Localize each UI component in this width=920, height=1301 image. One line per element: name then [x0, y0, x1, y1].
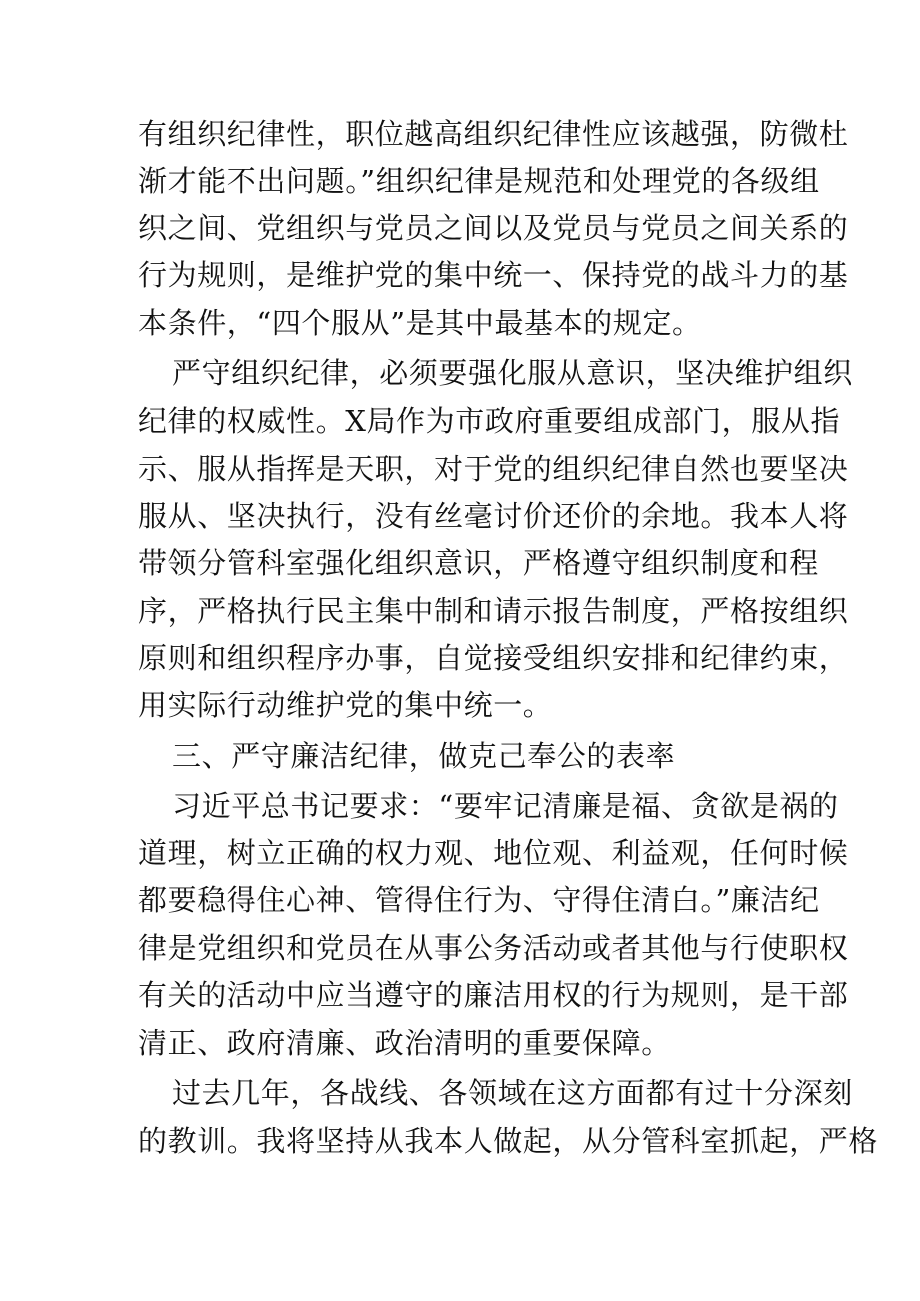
text-line: 带领分管科室强化组织意识，严格遵守组织制度和程	[138, 546, 819, 580]
text-line: 本条件，“四个服从”是其中最基本的规定。	[138, 306, 702, 340]
text-line: 纪律的权威性。X局作为市政府重要组成部门，服从指	[138, 404, 841, 438]
text-line: 都要稳得住心神、管得住行为、守得住清白。”廉洁纪	[138, 883, 820, 917]
text-line: 服从、坚决执行，没有丝毫讨价还价的余地。我本人将	[138, 499, 849, 533]
paragraph-start-line: 严守组织纪律，必须要强化服从意识，坚决维护组织	[172, 356, 853, 390]
paragraph-start-line: 过去几年，各战线、各领域在这方面都有过十分深刻	[172, 1076, 853, 1110]
text-line: 序，严格执行民主集中制和请示报告制度，严格按组织	[138, 594, 849, 628]
text-line: 渐才能不出问题。”组织纪律是规范和处理党的各级组	[138, 164, 820, 198]
text-line: 有组织纪律性，职位越高组织纪律性应该越强，防微杜	[138, 117, 849, 151]
text-line: 用实际行动维护党的集中统一。	[138, 688, 553, 722]
text-line: 织之间、党组织与党员之间以及党员与党员之间关系的	[138, 211, 849, 245]
text-line: 行为规则，是维护党的集中统一、保持党的战斗力的基	[138, 258, 849, 292]
text-line: 的教训。我将坚持从我本人做起，从分管科室抓起，严格	[138, 1124, 879, 1158]
text-line: 律是党组织和党员在从事公务活动或者其他与行使职权	[138, 931, 849, 965]
text-line: 原则和组织程序办事，自觉接受组织安排和纪律约束，	[138, 641, 849, 675]
section-heading: 三、严守廉洁纪律，做克己奉公的表率	[172, 739, 676, 773]
text-line: 清正、政府清廉、政治清明的重要保障。	[138, 1026, 671, 1060]
text-line: 有关的活动中应当遵守的廉洁用权的行为规则，是干部	[138, 978, 849, 1012]
paragraph-start-line: 习近平总书记要求：“要牢记清廉是福、贪欲是祸的	[172, 789, 839, 823]
text-line: 示、服从指挥是天职，对于党的组织纪律自然也要坚决	[138, 452, 849, 486]
text-line: 道理，树立正确的权力观、地位观、利益观，任何时候	[138, 836, 849, 870]
